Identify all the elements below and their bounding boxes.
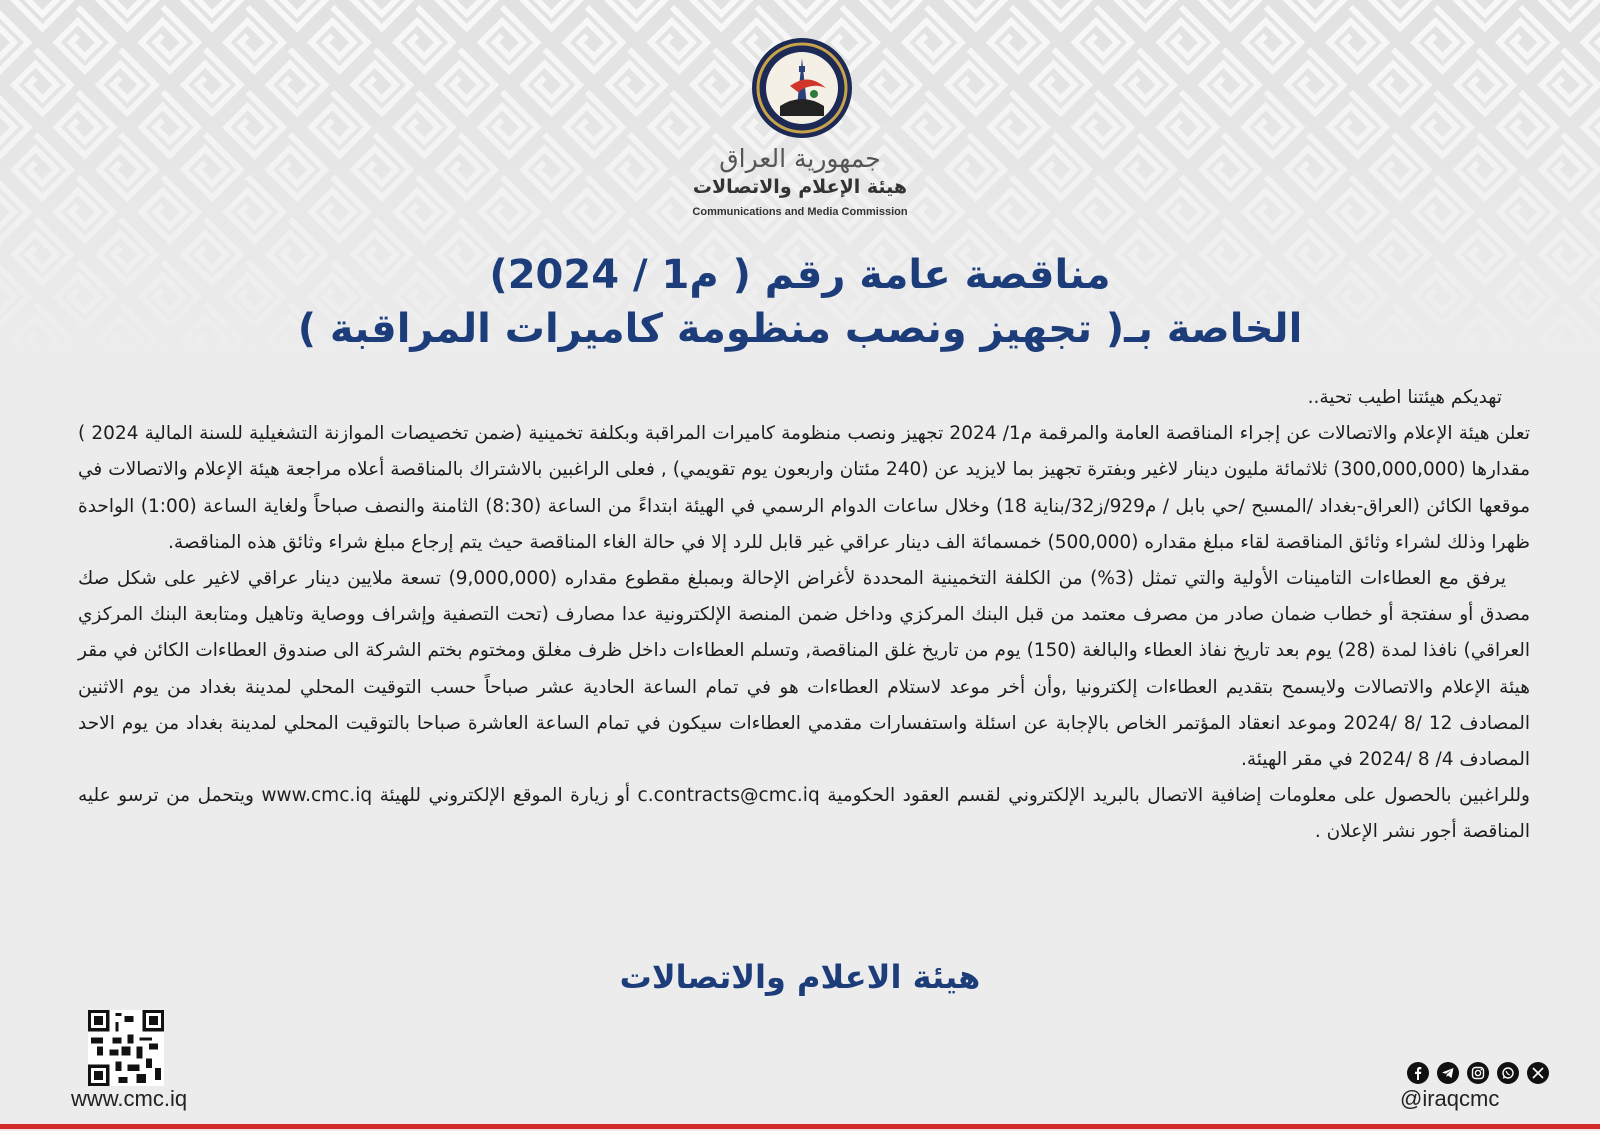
org-arabic-calligraphy: جمهورية العراق — [719, 144, 881, 173]
social-icons — [1404, 1062, 1549, 1086]
tender-title-line1: مناقصة عامة رقم ( م1 / 2024) — [489, 252, 1111, 298]
bottom-accent-bar — [0, 1124, 1600, 1129]
commission-seal-icon — [750, 36, 854, 140]
social-handle[interactable]: @iraqcmc — [1400, 1086, 1500, 1111]
whatsapp-icon[interactable] — [1497, 1062, 1519, 1084]
instagram-icon[interactable] — [1467, 1062, 1489, 1084]
header-logo-block — [650, 36, 950, 226]
paragraph-bid-bond: يرفق مع العطاءات التامينات الأولية والتي تمثل (3%) من الكلفة التخمينية المحددة لأغراض الإحالة وبمبلغ مقطوع مقداره (9,000,000) تسعة ملايين دينار عراقي لاغير على شكل صك مصدق أو سفتجة أو خطاب ضمان صادر من مصرف معتمد من قبل البنك المركزي وداخل ضمن المنصة الإلكترونية عدا مصارف (تحت التصفية وإشراف ووصاية وتاهيل ومتابعة البنك المركزي العراقي) نافذا لمدة (28) يوم بعد تاريخ نفاذ العطاء والبالغة (150) يوم من تاريخ غلق المناقصة, وتسلم العطاءات داخل ظرف مغلق ومختوم بختم الشركة الى صندوق العطاءات الكائن في مقر هيئة الإعلام والاتصالات ولايسمح بتقديم العطاءات إلكترونيا ,وأن أخر موعد لاستلام العطاءات هو في تمام الساعة الحادية عشر صباحاً حسب التوقيت المحلي لمدينة بغداد من يوم الاثنين المصادف 12 /8 /2024 وموعد انعقاد المؤتمر الخاص بالإجابة عن اسئلة واستفسارات مقدمي العطاءات سيكون في تمام الساعة العاشرة صباحا بالتوقيت المحلي لمدينة بغداد من يوم الاحد المصادف 4/ 8 /2024 في مقر الهيئة. — [78, 568, 1531, 771]
qr-code-icon — [88, 1010, 164, 1086]
announcement-body — [78, 380, 1530, 851]
paragraph-contact: وللراغبين بالحصول على معلومات إضافية الاتصال بالبريد الإلكتروني لقسم العقود الحكومية c.contracts@cmc.iq أو زيارة الموقع الإلكتروني للهيئة www.cmc.iq ويتحمل من ترسو عليه المناقصة أجور نشر الإعلان . — [78, 785, 1530, 843]
tender-title-line2: الخاصة بـ( تجهيز ونصب منظومة كاميرات المراقبة ) — [297, 306, 1303, 352]
telegram-icon[interactable] — [1437, 1062, 1459, 1084]
signature-org-name: هيئة الاعلام والاتصالات — [619, 958, 981, 996]
org-arabic-name: هيئة الإعلام والاتصالات — [692, 176, 908, 198]
facebook-icon[interactable] — [1407, 1062, 1429, 1084]
paragraph-tender-details: تعلن هيئة الإعلام والاتصالات عن إجراء المناقصة العامة والمرقمة م1/ 2024 تجهيز ونصب منظومة كاميرات المراقبة وبكلفة تخمينية (ضمن تخصيصات الموازنة التشغيلية للسنة المالية 2024 ) مقدارها (300,000,000) ثلاثمائة مليون دينار لاغير وبفترة تجهيز بما لايزيد عن (240 مئتان واربعون يوم تقويمي) , فعلى الراغبين بالاشتراك بالمناقصة أعلاه مراجعة هيئة الإعلام والاتصالات في موقعها الكائن (العراق-بغداد /المسبح /حي بابل / م929/ز32/بناية 18) وخلال ساعات الدوام الرسمي في الهيئة ابتداءً من الساعة (8:30) الثامنة والنصف صباحاً ولغاية الساعة (1:00) الواحدة ظهرا وذلك لشراء وثائق المناقصة لقاء مبلغ مقداره (500,000) خمسمائة الف دينار عراقي غير قابل للرد إلا في حالة الغاء المناقصة حيث يتم إرجاع مبلغ شراء وثائق هذه المناقصة. — [78, 423, 1531, 553]
website-url[interactable]: www.cmc.iq — [70, 1086, 188, 1111]
org-english-name: Communications and Media Commission — [692, 206, 908, 218]
x-icon[interactable] — [1527, 1062, 1549, 1084]
greeting: تهديكم هيئتنا اطيب تحية.. — [1307, 387, 1502, 408]
